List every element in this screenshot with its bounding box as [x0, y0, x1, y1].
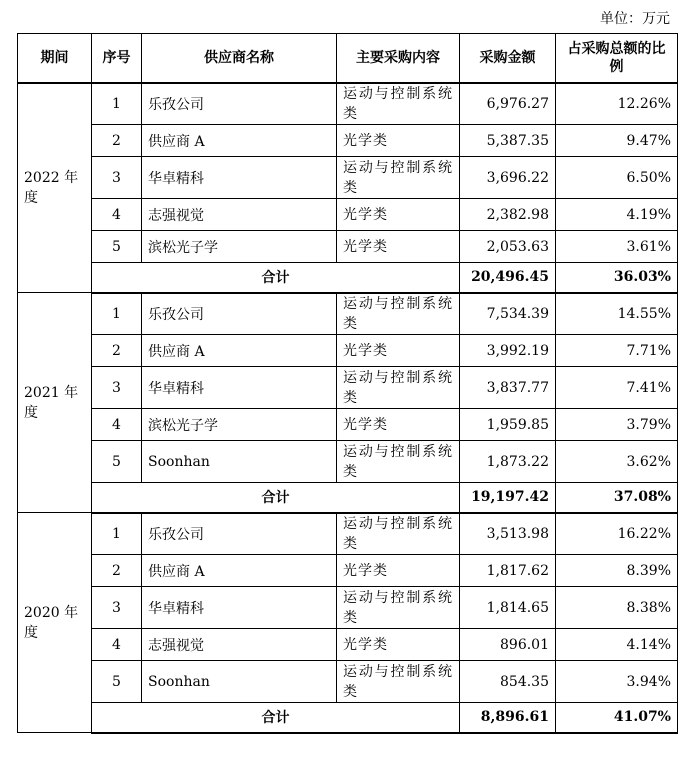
table-row — [18, 83, 678, 125]
purchase-content: 运动与控制系统类 — [337, 293, 460, 335]
purchase-content: 光学类 — [337, 335, 460, 367]
period-cell: 2022 年度 — [18, 83, 92, 293]
purchase-amount: 896.01 — [460, 629, 556, 661]
table-row — [18, 199, 678, 231]
supplier-table — [17, 33, 678, 734]
row-number: 2 — [92, 125, 142, 157]
period-cell: 2021 年度 — [18, 293, 92, 513]
total-ratio: 41.07% — [556, 703, 678, 733]
purchase-content: 光学类 — [337, 125, 460, 157]
purchase-ratio: 3.61% — [556, 231, 678, 263]
total-amount: 8,896.61 — [460, 703, 556, 733]
header-amount: 采购金额 — [460, 34, 556, 83]
row-number: 3 — [92, 587, 142, 629]
total-label: 合计 — [92, 263, 460, 293]
purchase-amount: 3,992.19 — [460, 335, 556, 367]
purchase-amount: 3,696.22 — [460, 157, 556, 199]
purchase-ratio: 4.14% — [556, 629, 678, 661]
supplier-name: 志强视觉 — [142, 199, 337, 231]
purchase-content: 运动与控制系统类 — [337, 587, 460, 629]
purchase-amount: 1,873.22 — [460, 441, 556, 483]
row-number: 2 — [92, 335, 142, 367]
purchase-amount: 1,959.85 — [460, 409, 556, 441]
purchase-content: 光学类 — [337, 199, 460, 231]
supplier-name: 华卓精科 — [142, 367, 337, 409]
supplier-name: 滨松光子学 — [142, 409, 337, 441]
row-number: 3 — [92, 157, 142, 199]
table-row — [18, 441, 678, 483]
purchase-ratio: 14.55% — [556, 293, 678, 335]
purchase-content: 运动与控制系统类 — [337, 513, 460, 555]
header-no: 序号 — [92, 34, 142, 83]
table-row — [18, 513, 678, 555]
supplier-name: 志强视觉 — [142, 629, 337, 661]
purchase-content: 光学类 — [337, 231, 460, 263]
row-number: 2 — [92, 555, 142, 587]
purchase-amount: 2,053.63 — [460, 231, 556, 263]
table-header-row — [18, 34, 678, 83]
purchase-ratio: 16.22% — [556, 513, 678, 555]
row-number: 1 — [92, 513, 142, 555]
table-row — [18, 125, 678, 157]
row-number: 4 — [92, 629, 142, 661]
purchase-ratio: 8.39% — [556, 555, 678, 587]
table-row — [18, 629, 678, 661]
total-label: 合计 — [92, 703, 460, 733]
supplier-name: 乐孜公司 — [142, 293, 337, 335]
purchase-ratio: 3.79% — [556, 409, 678, 441]
period-cell: 2020 年度 — [18, 513, 92, 733]
total-ratio: 36.03% — [556, 263, 678, 293]
row-number: 1 — [92, 83, 142, 125]
header-ratio: 占采购总额的比例 — [556, 34, 678, 83]
total-row — [18, 703, 678, 733]
purchase-content: 光学类 — [337, 555, 460, 587]
purchase-ratio: 3.94% — [556, 661, 678, 703]
supplier-name: 供应商 A — [142, 335, 337, 367]
purchase-ratio: 9.47% — [556, 125, 678, 157]
table-row — [18, 293, 678, 335]
supplier-name: 滨松光子学 — [142, 231, 337, 263]
purchase-content: 运动与控制系统类 — [337, 367, 460, 409]
purchase-ratio: 7.71% — [556, 335, 678, 367]
supplier-name: 乐孜公司 — [142, 513, 337, 555]
supplier-name: 供应商 A — [142, 125, 337, 157]
total-label: 合计 — [92, 483, 460, 513]
purchase-content: 运动与控制系统类 — [337, 157, 460, 199]
row-number: 5 — [92, 441, 142, 483]
purchase-amount: 5,387.35 — [460, 125, 556, 157]
purchase-ratio: 3.62% — [556, 441, 678, 483]
table-row — [18, 661, 678, 703]
purchase-amount: 1,814.65 — [460, 587, 556, 629]
supplier-name: 供应商 A — [142, 555, 337, 587]
row-number: 3 — [92, 367, 142, 409]
purchase-content: 光学类 — [337, 629, 460, 661]
purchase-amount: 854.35 — [460, 661, 556, 703]
purchase-amount: 3,837.77 — [460, 367, 556, 409]
purchase-ratio: 7.41% — [556, 367, 678, 409]
purchase-amount: 1,817.62 — [460, 555, 556, 587]
table-row — [18, 409, 678, 441]
purchase-content: 光学类 — [337, 409, 460, 441]
table-row — [18, 555, 678, 587]
purchase-ratio: 6.50% — [556, 157, 678, 199]
row-number: 1 — [92, 293, 142, 335]
purchase-ratio: 12.26% — [556, 83, 678, 125]
purchase-ratio: 4.19% — [556, 199, 678, 231]
supplier-name: 乐孜公司 — [142, 83, 337, 125]
table-body — [18, 83, 678, 733]
header-content: 主要采购内容 — [337, 34, 460, 83]
total-amount: 19,197.42 — [460, 483, 556, 513]
header-period: 期间 — [18, 34, 92, 83]
purchase-amount: 7,534.39 — [460, 293, 556, 335]
row-number: 5 — [92, 661, 142, 703]
total-row — [18, 483, 678, 513]
unit-label: 单位：万元 — [600, 11, 670, 27]
table-row — [18, 157, 678, 199]
purchase-amount: 3,513.98 — [460, 513, 556, 555]
row-number: 4 — [92, 409, 142, 441]
table-row — [18, 587, 678, 629]
supplier-name: Soonhan — [142, 441, 337, 483]
purchase-content: 运动与控制系统类 — [337, 83, 460, 125]
table-row — [18, 231, 678, 263]
header-supplier: 供应商名称 — [142, 34, 337, 83]
table-row — [18, 335, 678, 367]
total-amount: 20,496.45 — [460, 263, 556, 293]
supplier-name: Soonhan — [142, 661, 337, 703]
row-number: 5 — [92, 231, 142, 263]
purchase-content: 运动与控制系统类 — [337, 661, 460, 703]
supplier-name: 华卓精科 — [142, 157, 337, 199]
supplier-name: 华卓精科 — [142, 587, 337, 629]
row-number: 4 — [92, 199, 142, 231]
total-row — [18, 263, 678, 293]
total-ratio: 37.08% — [556, 483, 678, 513]
purchase-ratio: 8.38% — [556, 587, 678, 629]
purchase-content: 运动与控制系统类 — [337, 441, 460, 483]
purchase-amount: 2,382.98 — [460, 199, 556, 231]
table-row — [18, 367, 678, 409]
purchase-amount: 6,976.27 — [460, 83, 556, 125]
